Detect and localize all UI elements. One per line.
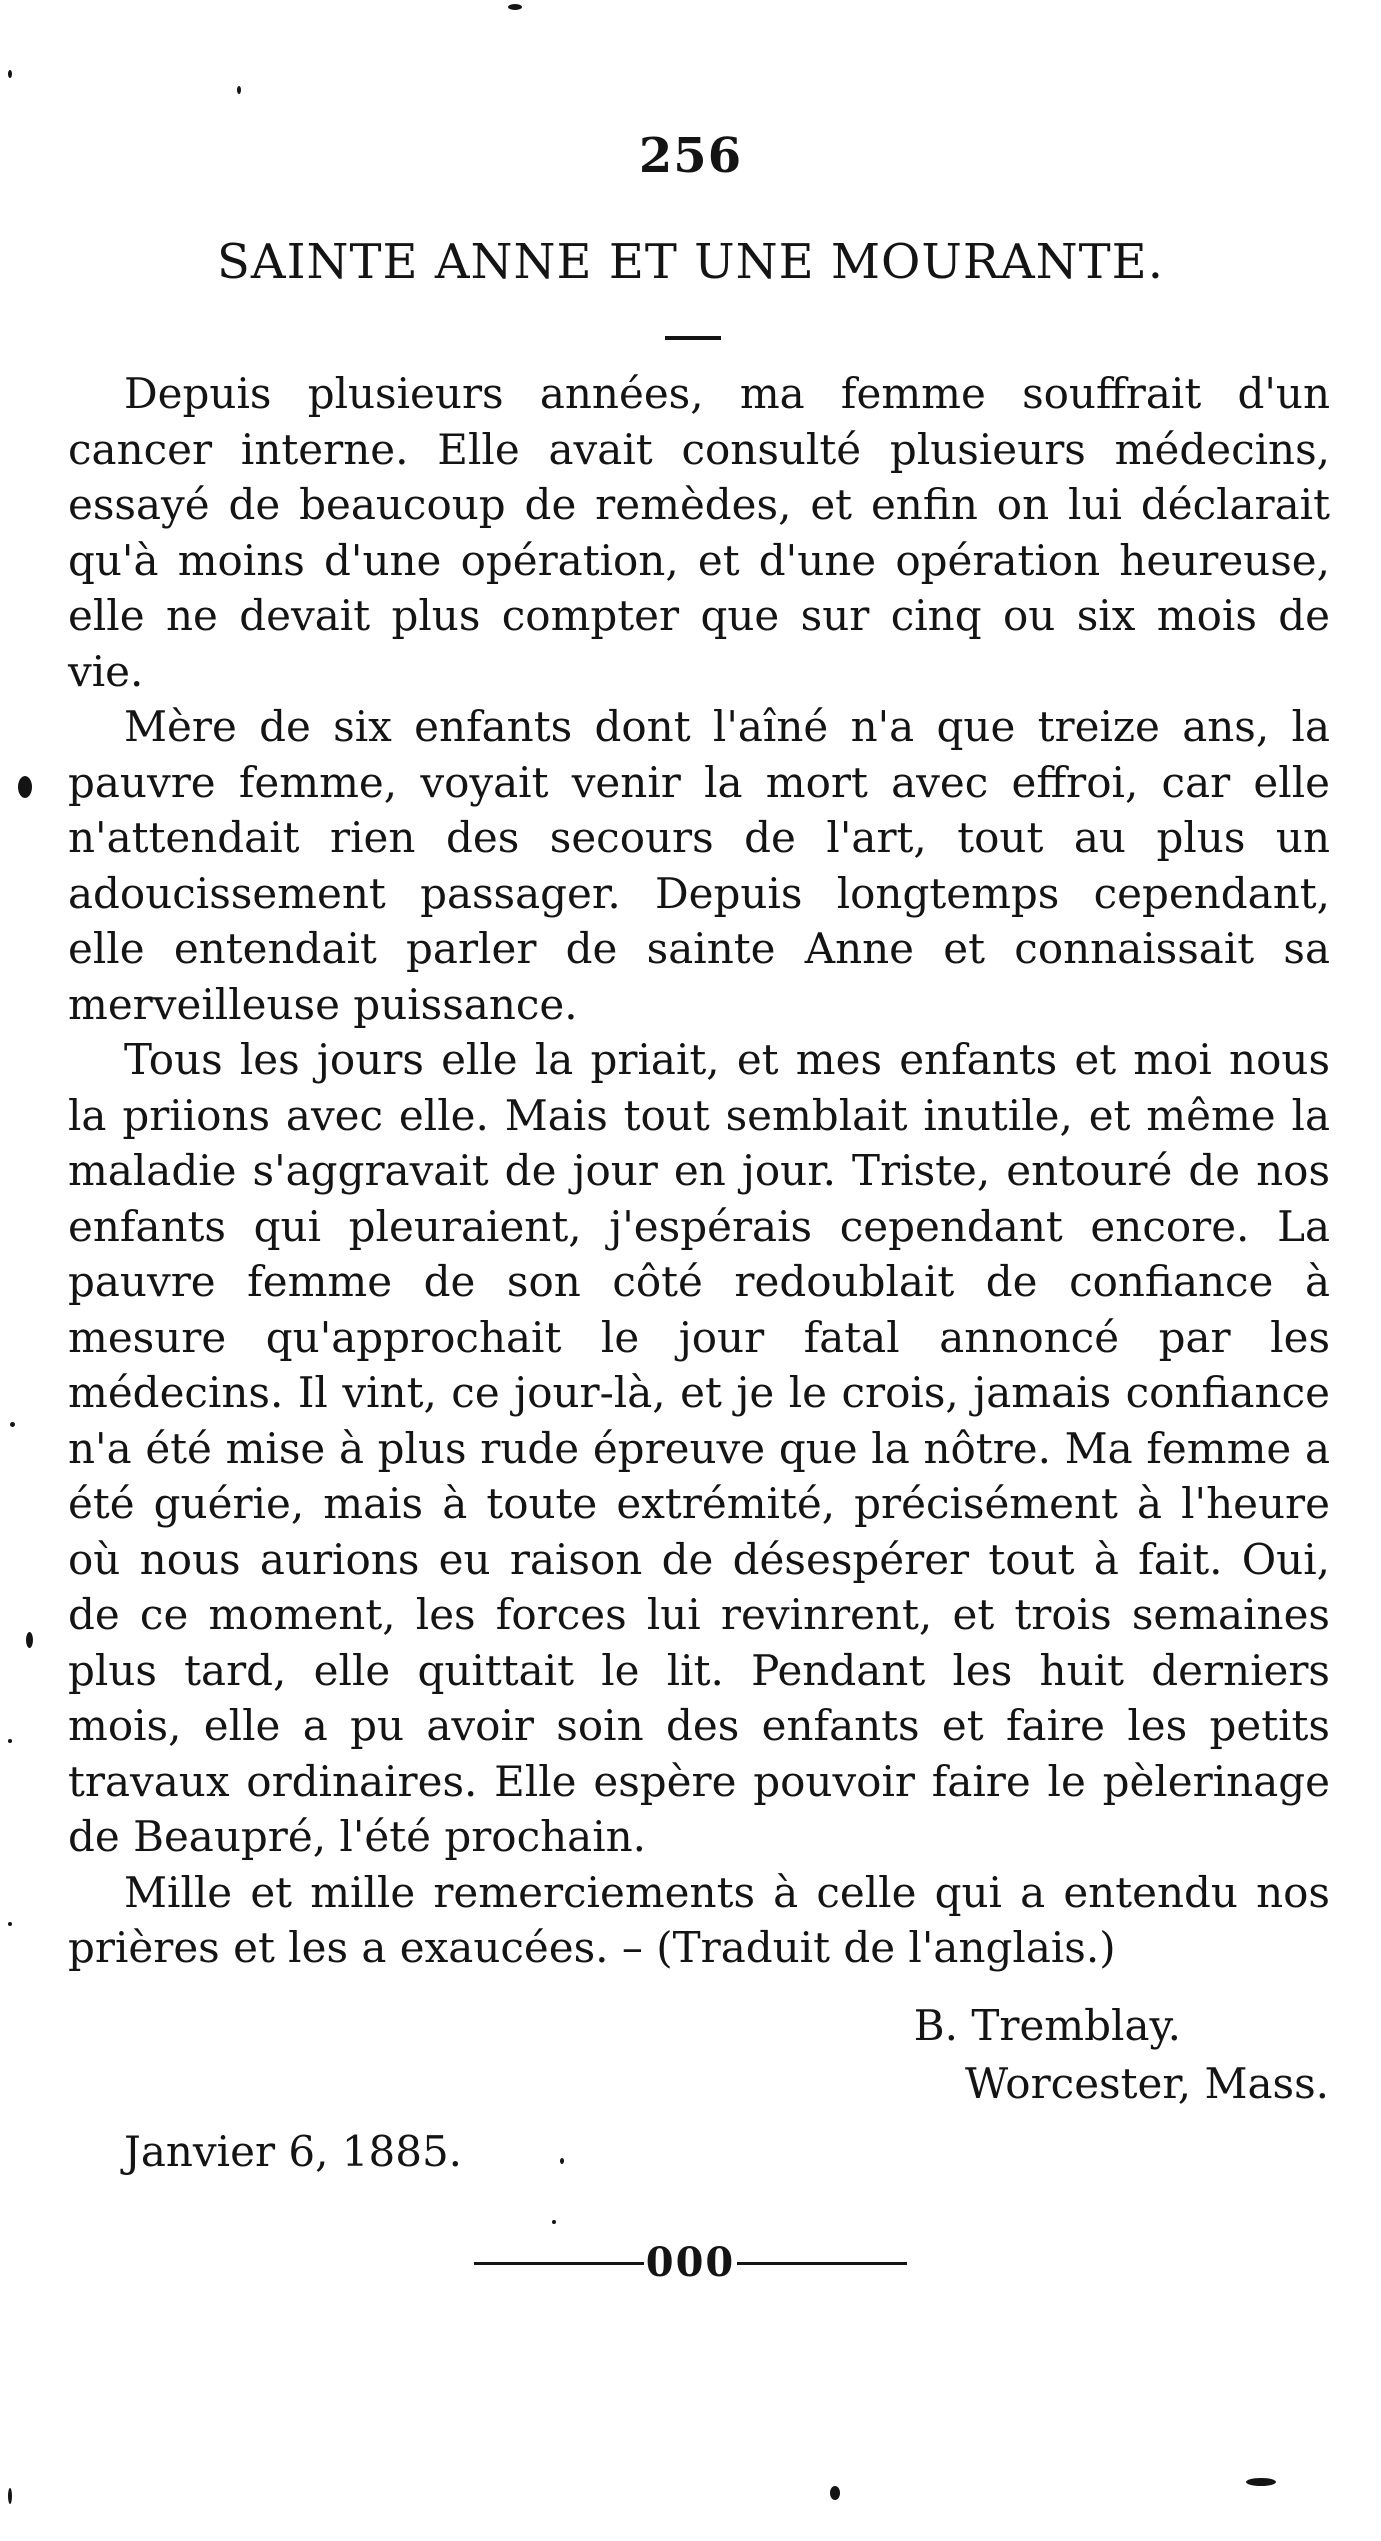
scan-speck xyxy=(508,4,522,10)
scan-speck xyxy=(237,86,241,94)
ornament-left-rule xyxy=(474,2262,644,2265)
signature-place: Worcester, Mass. xyxy=(964,2059,1329,2108)
page-number: 256 xyxy=(638,128,743,184)
scan-speck xyxy=(830,2486,840,2500)
date-line: Janvier 6, 1885. xyxy=(124,2127,463,2176)
end-ornament xyxy=(0,2238,1381,2288)
scan-speck xyxy=(8,1739,12,1743)
scan-speck xyxy=(552,2220,556,2224)
ornament-right-rule xyxy=(737,2262,907,2265)
scan-speck xyxy=(8,70,12,78)
scan-speck xyxy=(8,1922,12,1926)
signature-name: B. Tremblay. xyxy=(913,2001,1181,2050)
scan-speck xyxy=(560,2158,564,2164)
paragraph-4: Mille et mille remerciements à celle qui a entendu nos prières et les a exaucées. – (Traduit de l'anglais.) xyxy=(68,1867,1330,1972)
scan-speck xyxy=(1246,2478,1276,2486)
article-title: SAINTE ANNE ET UNE MOURANTE. xyxy=(217,234,1164,290)
article-body xyxy=(68,366,1330,1976)
title-rule xyxy=(665,336,721,340)
scan-speck xyxy=(18,776,32,798)
paragraph-2: Mère de six enfants dont l'aîné n'a que treize ans, la pauvre femme, voyait venir la mort avec effroi, car elle n'attendait rien des secours de l'art, tout au plus un adoucissement passager. Depuis longtemps cependant, elle entendait parler de sainte Anne et connaissait sa merveilleuse puissance. xyxy=(68,702,1330,1029)
scan-speck xyxy=(26,1632,33,1648)
scan-speck xyxy=(8,2488,12,2504)
scan-speck xyxy=(10,1422,15,1427)
ornament-text: 000 xyxy=(645,2239,736,2286)
paragraph-3: Tous les jours elle la priait, et mes enfants et moi nous la priions avec elle. Mais tout semblait inutile, et même la maladie s'aggravait de jour en jour. Triste, entouré de nos enfants qui pleuraient, j'espérais cependant encore. La pauvre femme de son côté redoublait de confiance à mesure qu'approchait le jour fatal annoncé par les médecins. Il vint, ce jour-là, et je le crois, jamais confiance n'a été mise à plus rude épreuve que la nôtre. Ma femme a été guérie, mais à toute extrémité, précisément à l'heure où nous aurions eu raison de désespérer tout à fait. Oui, de ce moment, les forces lui revinrent, et trois semaines plus tard, elle quittait le lit. Pendant les huit derniers mois, elle a pu avoir soin des enfants et faire les petits travaux ordinaires. Elle espère pouvoir faire le pèlerinage de Beaupré, l'été prochain. xyxy=(68,1035,1330,1861)
paragraph-1: Depuis plusieurs années, ma femme souffrait d'un cancer interne. Elle avait consulté plusieurs médecins, essayé de beaucoup de remèdes, et enfin on lui déclarait qu'à moins d'une opération, et d'une opération heureuse, elle ne devait plus compter que sur cinq ou six mois de vie. xyxy=(68,369,1330,696)
